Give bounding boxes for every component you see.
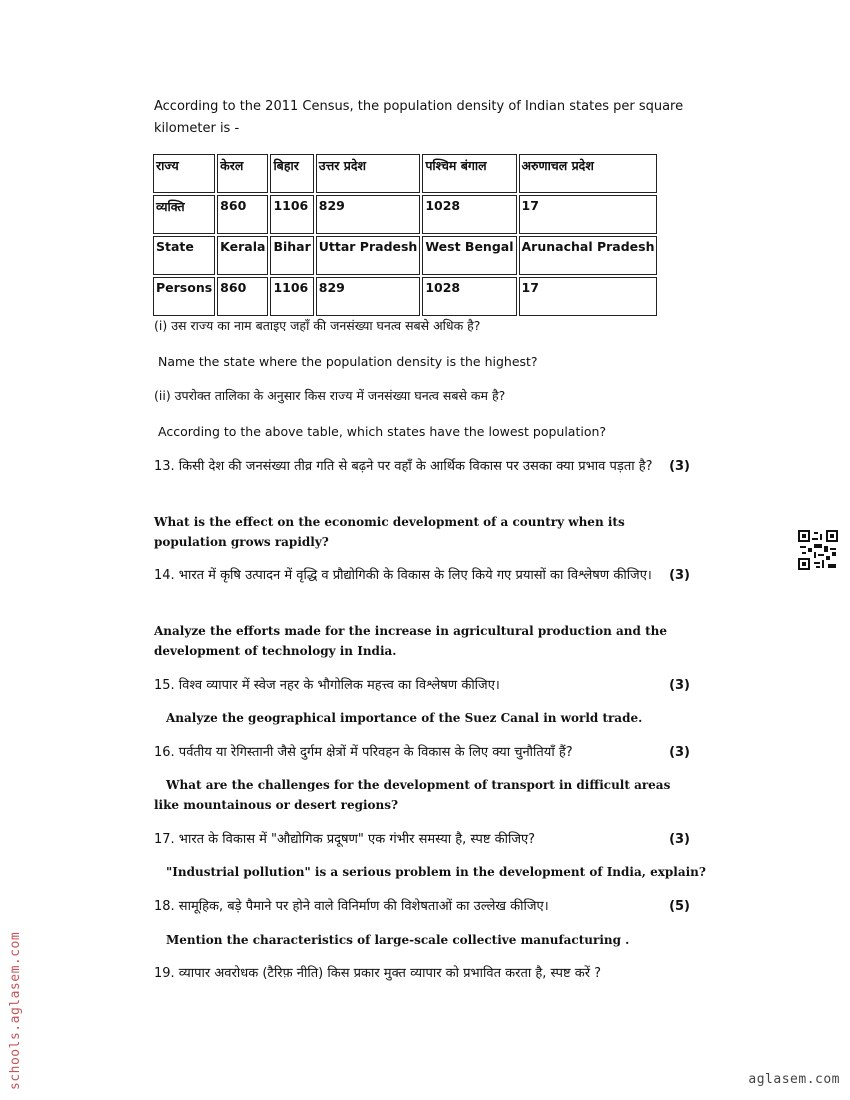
table-cell: 829	[316, 277, 421, 316]
table-cell: 1106	[270, 195, 313, 234]
question-15-hindi	[154, 675, 690, 697]
table-row	[153, 277, 657, 316]
table-cell: Kerala	[217, 236, 268, 275]
question-18-english: Mention the characteristics of large-scale collective manufacturing .	[166, 933, 630, 947]
table-cell: 1028	[422, 195, 516, 234]
question-text: 14. भारत में कृषि उत्पादन में वृद्धि व प्रौद्योगिकी के विकास के लिए किये गए प्रयासों का विश्लेषण कीजिए।	[154, 568, 652, 583]
question-18-hindi	[154, 896, 690, 918]
question-text: 15. विश्व व्यापार में स्वेज नहर के भौगोलिक महत्त्व का विश्लेषण कीजिए।	[154, 678, 500, 693]
question-text: 18. सामूहिक, बड़े पैमाने पर होने वाले विनिर्माण की विशेषताओं का उल्लेख कीजिए।	[154, 899, 549, 914]
question-13-english: What is the effect on the economic development of a country when its population grows rapidly?	[154, 515, 625, 549]
table-cell: State	[153, 236, 215, 275]
table-row	[153, 154, 657, 193]
marks-label: (3)	[669, 568, 690, 583]
table-cell: West Bengal	[422, 236, 516, 275]
table-cell: केरल	[217, 154, 268, 193]
qr-code-icon	[798, 530, 838, 570]
table-cell: 1106	[270, 277, 313, 316]
question-13-hindi	[154, 456, 690, 478]
table-cell: अरुणाचल प्रदेश	[519, 154, 658, 193]
question-14-hindi	[154, 565, 690, 587]
table-cell: 829	[316, 195, 421, 234]
table-cell: 17	[519, 277, 658, 316]
side-watermark: schools.aglasem.com	[8, 931, 23, 1090]
subquestion-ii-hindi: (ii) उपरोक्त तालिका के अनुसार किस राज्य में जनसंख्या घनत्व सबसे कम है?	[154, 388, 506, 403]
marks-label: (3)	[669, 678, 690, 693]
table-cell: पश्चिम बंगाल	[422, 154, 516, 193]
question-16-english: What are the challenges for the development of transport in difficult areas like mountainous or desert regions?	[154, 778, 671, 812]
question-text: 19. व्यापार अवरोधक (टैरिफ़ नीति) किस प्रकार मुक्त व्यापार को प्रभावित करता है, स्पष्ट करें ?	[154, 966, 602, 981]
subquestion-i-hindi: (i) उस राज्य का नाम बताइए जहाँ की जनसंख्या घनत्व सबसे अधिक है?	[154, 318, 481, 333]
subquestion-ii-english: According to the above table, which states have the lowest population?	[158, 424, 607, 439]
population-density-table	[151, 152, 659, 318]
question-19-hindi	[154, 963, 714, 985]
question-17-hindi	[154, 829, 690, 851]
question-15-english: Analyze the geographical importance of the Suez Canal in world trade.	[166, 711, 643, 725]
marks-label: (3)	[669, 459, 690, 474]
table-cell: Arunachal Pradesh	[519, 236, 658, 275]
table-cell: Persons	[153, 277, 215, 316]
question-text: 16. पर्वतीय या रेगिस्तानी जैसे दुर्गम क्षेत्रों में परिवहन के विकास के लिए क्या चुनौतियाँ हैं?	[154, 745, 573, 760]
table-row	[153, 195, 657, 234]
marks-label: (3)	[669, 832, 690, 847]
footer-watermark: aglasem.com	[748, 1072, 840, 1087]
question-17-english: "Industrial pollution" is a serious problem in the development of India, explain?	[166, 865, 706, 879]
table-cell: राज्य	[153, 154, 215, 193]
question-14-english: Analyze the efforts made for the increase in agricultural production and the development of technology in India.	[154, 624, 667, 658]
table-cell: 860	[217, 195, 268, 234]
table-cell: 17	[519, 195, 658, 234]
marks-label: (3)	[669, 745, 690, 760]
table-cell: 1028	[422, 277, 516, 316]
table-cell: बिहार	[270, 154, 313, 193]
table-row	[153, 236, 657, 275]
marks-label: (5)	[669, 899, 690, 914]
table-cell: Bihar	[270, 236, 313, 275]
question-16-hindi	[154, 742, 690, 764]
table-cell: उत्तर प्रदेश	[316, 154, 421, 193]
question-text: 13. किसी देश की जनसंख्या तीव्र गति से बढ़ने पर वहाँ के आर्थिक विकास पर उसका क्या प्रभाव पड़ता है?	[154, 459, 653, 474]
table-cell: 860	[217, 277, 268, 316]
subquestion-i-english: Name the state where the population density is the highest?	[158, 354, 538, 369]
table-cell: Uttar Pradesh	[316, 236, 421, 275]
question-text: 17. भारत के विकास में "औद्योगिक प्रदूषण" एक गंभीर समस्या है, स्पष्ट कीजिए?	[154, 832, 536, 847]
table-cell: व्यक्ति	[153, 195, 215, 234]
intro-text: According to the 2011 Census, the population density of Indian states per square kilometer is -	[154, 99, 684, 136]
